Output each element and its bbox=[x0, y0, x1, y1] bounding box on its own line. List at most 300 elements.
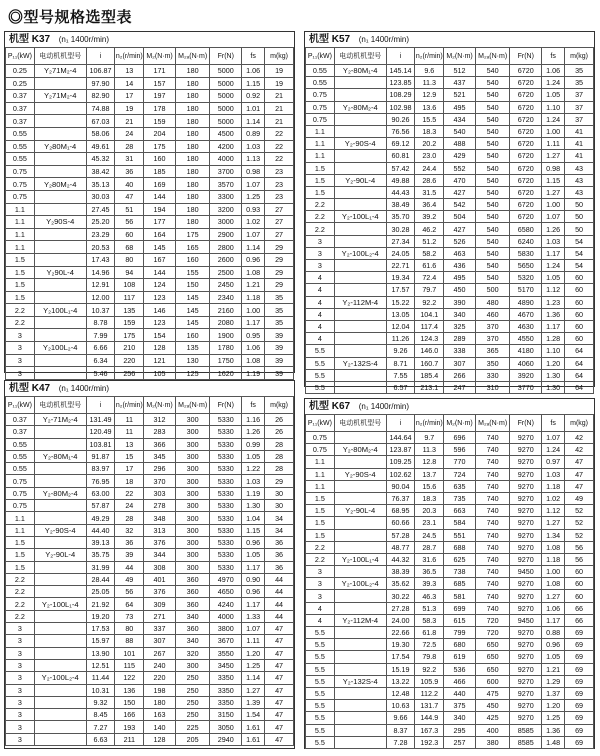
table-cell: 1.06 bbox=[542, 65, 565, 77]
table-cell: 60 bbox=[565, 566, 594, 578]
table-cell: 60 bbox=[565, 308, 594, 320]
table-cell: 1.06 bbox=[242, 342, 265, 355]
table-cell: 1.04 bbox=[242, 512, 265, 524]
table-cell: 540 bbox=[475, 162, 510, 174]
motor-model-cell bbox=[334, 223, 386, 235]
table-row bbox=[6, 549, 294, 561]
motor-model-cell: Y₂-100L₁-4 bbox=[34, 598, 86, 610]
table-cell: 51 bbox=[115, 203, 144, 216]
table-cell: 27 bbox=[265, 203, 294, 216]
table-cell: 2340 bbox=[210, 291, 242, 304]
column-header: P₁₁(kW) bbox=[6, 397, 35, 414]
table-cell: 1.5 bbox=[6, 291, 35, 304]
table-cell: 480 bbox=[475, 296, 510, 308]
table-cell: 2940 bbox=[210, 733, 242, 745]
motor-model-cell: Y₂-100L₁-4 bbox=[334, 211, 386, 223]
table-cell: 5.5 bbox=[306, 724, 335, 736]
table-cell: 360 bbox=[175, 598, 210, 610]
motor-model-cell bbox=[34, 709, 86, 721]
table-cell: 615 bbox=[444, 614, 476, 626]
table-cell: 15.22 bbox=[386, 296, 415, 308]
motor-model-cell bbox=[34, 659, 86, 671]
table-row bbox=[306, 77, 594, 89]
table-cell: 4970 bbox=[210, 573, 242, 585]
motor-model-cell bbox=[34, 354, 86, 367]
table-cell: 6720 bbox=[510, 125, 542, 137]
table-cell: 31.6 bbox=[415, 553, 444, 565]
table-cell: 1.06 bbox=[542, 602, 565, 614]
table-cell: 11.26 bbox=[386, 333, 415, 345]
table-cell: 308 bbox=[144, 561, 176, 573]
table-row bbox=[306, 113, 594, 125]
table-cell: 1.05 bbox=[542, 651, 565, 663]
table-cell: 340 bbox=[175, 635, 210, 647]
table-cell: 337 bbox=[144, 623, 176, 635]
table-cell: 94 bbox=[115, 266, 144, 279]
table-row bbox=[6, 115, 294, 128]
model-label: 机型 K57 bbox=[309, 34, 351, 45]
table-row bbox=[6, 329, 294, 342]
table-cell: 266 bbox=[444, 369, 476, 381]
table-row bbox=[306, 553, 594, 565]
table-cell: 0.55 bbox=[6, 127, 35, 140]
motor-model-cell: Y₂-132S-4 bbox=[334, 675, 386, 687]
table-cell: 185 bbox=[144, 165, 176, 178]
table-cell: 102.98 bbox=[386, 101, 415, 113]
table-cell: 740 bbox=[475, 492, 510, 504]
table-cell: 1.07 bbox=[542, 432, 565, 444]
table-cell: 724 bbox=[444, 468, 476, 480]
table-cell: 380 bbox=[475, 736, 510, 748]
table-cell: 43 bbox=[565, 174, 594, 186]
table-row bbox=[306, 529, 594, 541]
table-cell: 3150 bbox=[210, 709, 242, 721]
table-cell: 9270 bbox=[510, 444, 542, 456]
table-cell: 536 bbox=[444, 663, 476, 675]
table-cell: 540 bbox=[475, 223, 510, 235]
table-cell: 97.90 bbox=[86, 77, 115, 90]
table-cell: 0.97 bbox=[542, 456, 565, 468]
table-row bbox=[6, 241, 294, 254]
table-row bbox=[306, 186, 594, 198]
table-cell: 540 bbox=[475, 235, 510, 247]
table-cell: 76.37 bbox=[386, 492, 415, 504]
table-row bbox=[306, 162, 594, 174]
table-cell: 11.44 bbox=[86, 672, 115, 684]
motor-model-cell bbox=[334, 381, 386, 393]
table-cell: 1.07 bbox=[242, 623, 265, 635]
table-cell: 5000 bbox=[210, 77, 242, 90]
table-cell: 30 bbox=[265, 500, 294, 512]
table-cell: 9270 bbox=[510, 700, 542, 712]
table-cell: 35 bbox=[565, 65, 594, 77]
table-cell: 1.05 bbox=[242, 450, 265, 462]
table-cell: 6720 bbox=[510, 65, 542, 77]
table-cell: 163 bbox=[144, 709, 176, 721]
table-cell: 14.96 bbox=[86, 266, 115, 279]
table-cell: 1.03 bbox=[242, 475, 265, 487]
table-cell: 5330 bbox=[210, 475, 242, 487]
table-cell: 22.71 bbox=[386, 260, 415, 272]
table-cell: 4670 bbox=[510, 308, 542, 320]
table-cell: 0.96 bbox=[242, 586, 265, 598]
table-cell: 1.05 bbox=[542, 272, 565, 284]
table-cell: 211 bbox=[115, 733, 144, 745]
motor-model-cell bbox=[334, 456, 386, 468]
table-cell: 0.37 bbox=[6, 102, 35, 115]
table-cell: 3550 bbox=[210, 647, 242, 659]
table-cell: 28 bbox=[265, 463, 294, 475]
table-cell: 4060 bbox=[510, 357, 542, 369]
table-cell: 1.03 bbox=[542, 468, 565, 480]
table-cell: 5.5 bbox=[306, 663, 335, 675]
table-cell: 463 bbox=[444, 247, 476, 259]
table-cell: 8585 bbox=[510, 724, 542, 736]
table-cell: 360 bbox=[175, 586, 210, 598]
table-cell: 15.6 bbox=[415, 480, 444, 492]
motor-model-cell bbox=[34, 721, 86, 733]
table-cell: 0.37 bbox=[6, 426, 35, 438]
table-row bbox=[306, 432, 594, 444]
motor-model-cell bbox=[334, 602, 386, 614]
table-cell: 1.08 bbox=[542, 578, 565, 590]
table-cell: 57.42 bbox=[386, 162, 415, 174]
table-cell: 205 bbox=[175, 733, 210, 745]
table-cell: 1.08 bbox=[242, 354, 265, 367]
column-header: P₁₁(kW) bbox=[306, 48, 335, 65]
table-cell: 5.5 bbox=[306, 687, 335, 699]
table-cell: 1.1 bbox=[306, 480, 335, 492]
page-title: ◎型号规格选型表 bbox=[8, 9, 133, 26]
table-cell: 0.55 bbox=[6, 463, 35, 475]
table-cell: 740 bbox=[475, 517, 510, 529]
table-cell: 400 bbox=[475, 724, 510, 736]
table-cell: 3 bbox=[306, 590, 335, 602]
table-cell: 1.18 bbox=[542, 480, 565, 492]
table-cell: 69 bbox=[565, 712, 594, 724]
motor-model-cell bbox=[334, 199, 386, 211]
table-cell: 180 bbox=[175, 165, 210, 178]
table-cell: 3670 bbox=[210, 635, 242, 647]
table-cell: 39 bbox=[265, 342, 294, 355]
table-cell: 2.2 bbox=[306, 199, 335, 211]
table-cell: 5320 bbox=[510, 272, 542, 284]
table-cell: 105.9 bbox=[415, 675, 444, 687]
table-cell: 58.06 bbox=[86, 127, 115, 140]
table-cell: 31 bbox=[115, 153, 144, 166]
table-cell: 41 bbox=[565, 150, 594, 162]
table-cell: 619 bbox=[444, 651, 476, 663]
table-cell: 5330 bbox=[210, 450, 242, 462]
table-cell: 8.78 bbox=[86, 316, 115, 329]
table-cell: 330 bbox=[475, 369, 510, 381]
table-cell: 5000 bbox=[210, 102, 242, 115]
motor-model-cell bbox=[34, 684, 86, 696]
table-cell: 101 bbox=[115, 647, 144, 659]
table-cell: 500 bbox=[475, 284, 510, 296]
table-cell: 4 bbox=[306, 333, 335, 345]
table-cell: 1.08 bbox=[542, 541, 565, 553]
table-row bbox=[306, 566, 594, 578]
table-cell: 30.28 bbox=[386, 223, 415, 235]
table-cell: 300 bbox=[175, 512, 210, 524]
motor-model-cell: Y₂-100L₂-4 bbox=[334, 247, 386, 259]
table-cell: 1.26 bbox=[542, 223, 565, 235]
table-row bbox=[306, 308, 594, 320]
table-cell: 278 bbox=[144, 500, 176, 512]
table-cell: 6720 bbox=[510, 101, 542, 113]
table-cell: 24 bbox=[115, 500, 144, 512]
table-cell: 64 bbox=[565, 369, 594, 381]
table-cell: 552 bbox=[444, 162, 476, 174]
table-cell: 88 bbox=[115, 635, 144, 647]
table-cell: 1.1 bbox=[306, 150, 335, 162]
table-cell: 220 bbox=[115, 354, 144, 367]
table-cell: 1.18 bbox=[542, 553, 565, 565]
table-cell: 39 bbox=[115, 549, 144, 561]
table-cell: 9270 bbox=[510, 590, 542, 602]
table-cell: 0.96 bbox=[242, 536, 265, 548]
table-cell: 3800 bbox=[210, 623, 242, 635]
table-cell: 146 bbox=[144, 304, 176, 317]
table-cell: 540 bbox=[475, 199, 510, 211]
table-cell: 180 bbox=[175, 65, 210, 78]
table-cell: 309 bbox=[144, 598, 176, 610]
table-cell: 9.6 bbox=[415, 65, 444, 77]
table-row bbox=[6, 266, 294, 279]
table-cell: 29 bbox=[265, 253, 294, 266]
motor-model-cell bbox=[334, 517, 386, 529]
table-cell: 2160 bbox=[210, 304, 242, 317]
table-cell: 488 bbox=[444, 138, 476, 150]
table-cell: 370 bbox=[144, 475, 176, 487]
table-row bbox=[6, 524, 294, 536]
table-cell: 13.90 bbox=[86, 647, 115, 659]
table-cell: 7.27 bbox=[86, 721, 115, 733]
motor-model-cell bbox=[34, 536, 86, 548]
table-cell: 5330 bbox=[210, 463, 242, 475]
table-cell: 103.81 bbox=[86, 438, 115, 450]
table-cell: 14 bbox=[115, 77, 144, 90]
table-cell: 295 bbox=[444, 724, 476, 736]
table-cell: 145.14 bbox=[386, 65, 415, 77]
table-cell: 3920 bbox=[510, 369, 542, 381]
table-cell: 5.5 bbox=[306, 381, 335, 393]
table-cell: 2.2 bbox=[306, 553, 335, 565]
motor-model-cell: Y₂-90S-4 bbox=[334, 468, 386, 480]
table-cell: 256 bbox=[115, 367, 144, 380]
table-row bbox=[306, 444, 594, 456]
motor-model-cell bbox=[334, 162, 386, 174]
motor-model-cell: Y₂-90L-4 bbox=[334, 505, 386, 517]
table-cell: 3 bbox=[6, 342, 35, 355]
table-cell: 1.02 bbox=[542, 492, 565, 504]
table-cell: 283 bbox=[144, 426, 176, 438]
table-cell: 0.55 bbox=[6, 450, 35, 462]
table-cell: 5000 bbox=[210, 65, 242, 78]
table-cell: 11.3 bbox=[415, 444, 444, 456]
table-cell: 36 bbox=[265, 549, 294, 561]
column-header: P₁₁(kW) bbox=[6, 48, 35, 65]
table-cell: 159 bbox=[144, 115, 176, 128]
table-cell: 131.49 bbox=[86, 414, 115, 426]
table-cell: 6720 bbox=[510, 77, 542, 89]
column-header: M₂(N·m) bbox=[144, 48, 176, 65]
table-cell: 4630 bbox=[510, 320, 542, 332]
table-cell: 6.34 bbox=[86, 354, 115, 367]
table-cell: 11 bbox=[115, 426, 144, 438]
table-cell: 0.88 bbox=[542, 627, 565, 639]
table-cell: 2080 bbox=[210, 316, 242, 329]
table-cell: 0.75 bbox=[306, 101, 335, 113]
column-header: m(kg) bbox=[565, 48, 594, 65]
table-cell: 34 bbox=[265, 524, 294, 536]
table-cell: 64 bbox=[565, 381, 594, 393]
table-cell: 60 bbox=[565, 296, 594, 308]
table-cell: 102.62 bbox=[386, 468, 415, 480]
table-cell: 740 bbox=[475, 444, 510, 456]
table-cell: 1.14 bbox=[242, 672, 265, 684]
table-row bbox=[6, 586, 294, 598]
column-header: 电动机机型号 bbox=[34, 48, 86, 65]
table-cell: 1.03 bbox=[542, 235, 565, 247]
table-row bbox=[306, 492, 594, 504]
table-cell: 165 bbox=[175, 241, 210, 254]
table-cell: 120.49 bbox=[86, 426, 115, 438]
motor-model-cell: Y₂100L₁-4 bbox=[34, 304, 86, 317]
table-cell: 3 bbox=[306, 260, 335, 272]
table-cell: 160 bbox=[175, 329, 210, 342]
motor-model-cell: Y₂-132S-4 bbox=[334, 357, 386, 369]
table-cell: 21 bbox=[265, 102, 294, 115]
table-cell: 72.4 bbox=[415, 272, 444, 284]
table-cell: 0.95 bbox=[242, 329, 265, 342]
table-cell: 47 bbox=[265, 733, 294, 745]
table-cell: 0.37 bbox=[6, 115, 35, 128]
table-cell: 35.70 bbox=[386, 211, 415, 223]
table-cell: 0.55 bbox=[306, 77, 335, 89]
motor-model-cell bbox=[34, 426, 86, 438]
table-cell: 0.25 bbox=[6, 65, 35, 78]
column-header: m(kg) bbox=[265, 48, 294, 65]
table-cell: 1.22 bbox=[242, 463, 265, 475]
table-cell: 9270 bbox=[510, 639, 542, 651]
motor-model-cell bbox=[34, 512, 86, 524]
column-header: 电动机机型号 bbox=[334, 415, 386, 432]
table-cell: 740 bbox=[475, 553, 510, 565]
table-cell: 5330 bbox=[210, 536, 242, 548]
table-cell: 526 bbox=[444, 235, 476, 247]
table-cell: 1.24 bbox=[542, 444, 565, 456]
table-cell: 9.7 bbox=[415, 432, 444, 444]
table-cell: 49 bbox=[115, 573, 144, 585]
table-cell: 47 bbox=[265, 659, 294, 671]
table-cell: 6720 bbox=[510, 150, 542, 162]
table-cell: 160 bbox=[144, 153, 176, 166]
table-row bbox=[6, 733, 294, 745]
table-cell: 3050 bbox=[210, 721, 242, 733]
table-cell: 60 bbox=[565, 578, 594, 590]
model-label: 机型 K37 bbox=[9, 34, 51, 45]
table-row bbox=[306, 590, 594, 602]
table-cell: 12.00 bbox=[86, 291, 115, 304]
table-cell: 60 bbox=[565, 272, 594, 284]
table-cell: 51.2 bbox=[415, 235, 444, 247]
table-cell: 6720 bbox=[510, 138, 542, 150]
table-cell: 108.29 bbox=[386, 89, 415, 101]
table-cell: 3 bbox=[6, 354, 35, 367]
table-cell: 27.45 bbox=[86, 203, 115, 216]
table-cell: 157 bbox=[144, 77, 176, 90]
table-cell: 28.44 bbox=[86, 573, 115, 585]
table-row bbox=[306, 480, 594, 492]
table-cell: 9270 bbox=[510, 578, 542, 590]
table-cell: 740 bbox=[475, 505, 510, 517]
table-cell: 79.7 bbox=[415, 284, 444, 296]
table-cell: 3 bbox=[6, 647, 35, 659]
table-row bbox=[306, 284, 594, 296]
table-cell: 39.2 bbox=[415, 211, 444, 223]
table-cell: 80 bbox=[115, 623, 144, 635]
table-cell: 1.5 bbox=[306, 162, 335, 174]
table-row bbox=[306, 651, 594, 663]
table-cell: 300 bbox=[175, 450, 210, 462]
table-cell: 69.12 bbox=[386, 138, 415, 150]
table-row bbox=[6, 203, 294, 216]
table-row bbox=[306, 675, 594, 687]
table-cell: 18.3 bbox=[415, 125, 444, 137]
table-cell: 24.05 bbox=[386, 247, 415, 259]
table-cell: 0.93 bbox=[242, 203, 265, 216]
motor-model-cell bbox=[34, 291, 86, 304]
table-cell: 540 bbox=[475, 150, 510, 162]
table-cell: 45.32 bbox=[86, 153, 115, 166]
table-cell: 106.87 bbox=[86, 65, 115, 78]
table-row bbox=[306, 333, 594, 345]
table-cell: 197 bbox=[144, 90, 176, 103]
motor-model-cell: Y₂71M₂-4 bbox=[34, 90, 86, 103]
table-cell: 257 bbox=[444, 736, 476, 748]
spec-table bbox=[5, 396, 294, 746]
table-cell: 76.95 bbox=[86, 475, 115, 487]
table-cell: 540 bbox=[475, 272, 510, 284]
table-cell: 2.2 bbox=[306, 211, 335, 223]
motor-model-cell bbox=[34, 102, 86, 115]
table-cell: 150 bbox=[175, 279, 210, 292]
table-cell: 159 bbox=[115, 316, 144, 329]
table-cell: 5.5 bbox=[306, 736, 335, 748]
table-cell: 9270 bbox=[510, 480, 542, 492]
table-cell: 3 bbox=[6, 733, 35, 745]
table-cell: 1.21 bbox=[542, 663, 565, 675]
table-cell: 1.5 bbox=[306, 529, 335, 541]
table-cell: 5.5 bbox=[306, 651, 335, 663]
table-cell: 495 bbox=[444, 272, 476, 284]
motor-model-cell bbox=[34, 573, 86, 585]
column-header: M₂(N·m) bbox=[144, 397, 176, 414]
table-cell: 370 bbox=[475, 333, 510, 345]
table-cell: 180 bbox=[144, 696, 176, 708]
motor-model-cell: Y₂80M₁-4 bbox=[34, 140, 86, 153]
column-header: fs bbox=[242, 397, 265, 414]
motor-model-cell bbox=[334, 308, 386, 320]
table-cell: 5.5 bbox=[306, 639, 335, 651]
column-header: i bbox=[386, 48, 415, 65]
table-row bbox=[306, 627, 594, 639]
table-cell: 1620 bbox=[210, 367, 242, 380]
table-cell: 3770 bbox=[510, 381, 542, 393]
table-cell: 125 bbox=[175, 367, 210, 380]
